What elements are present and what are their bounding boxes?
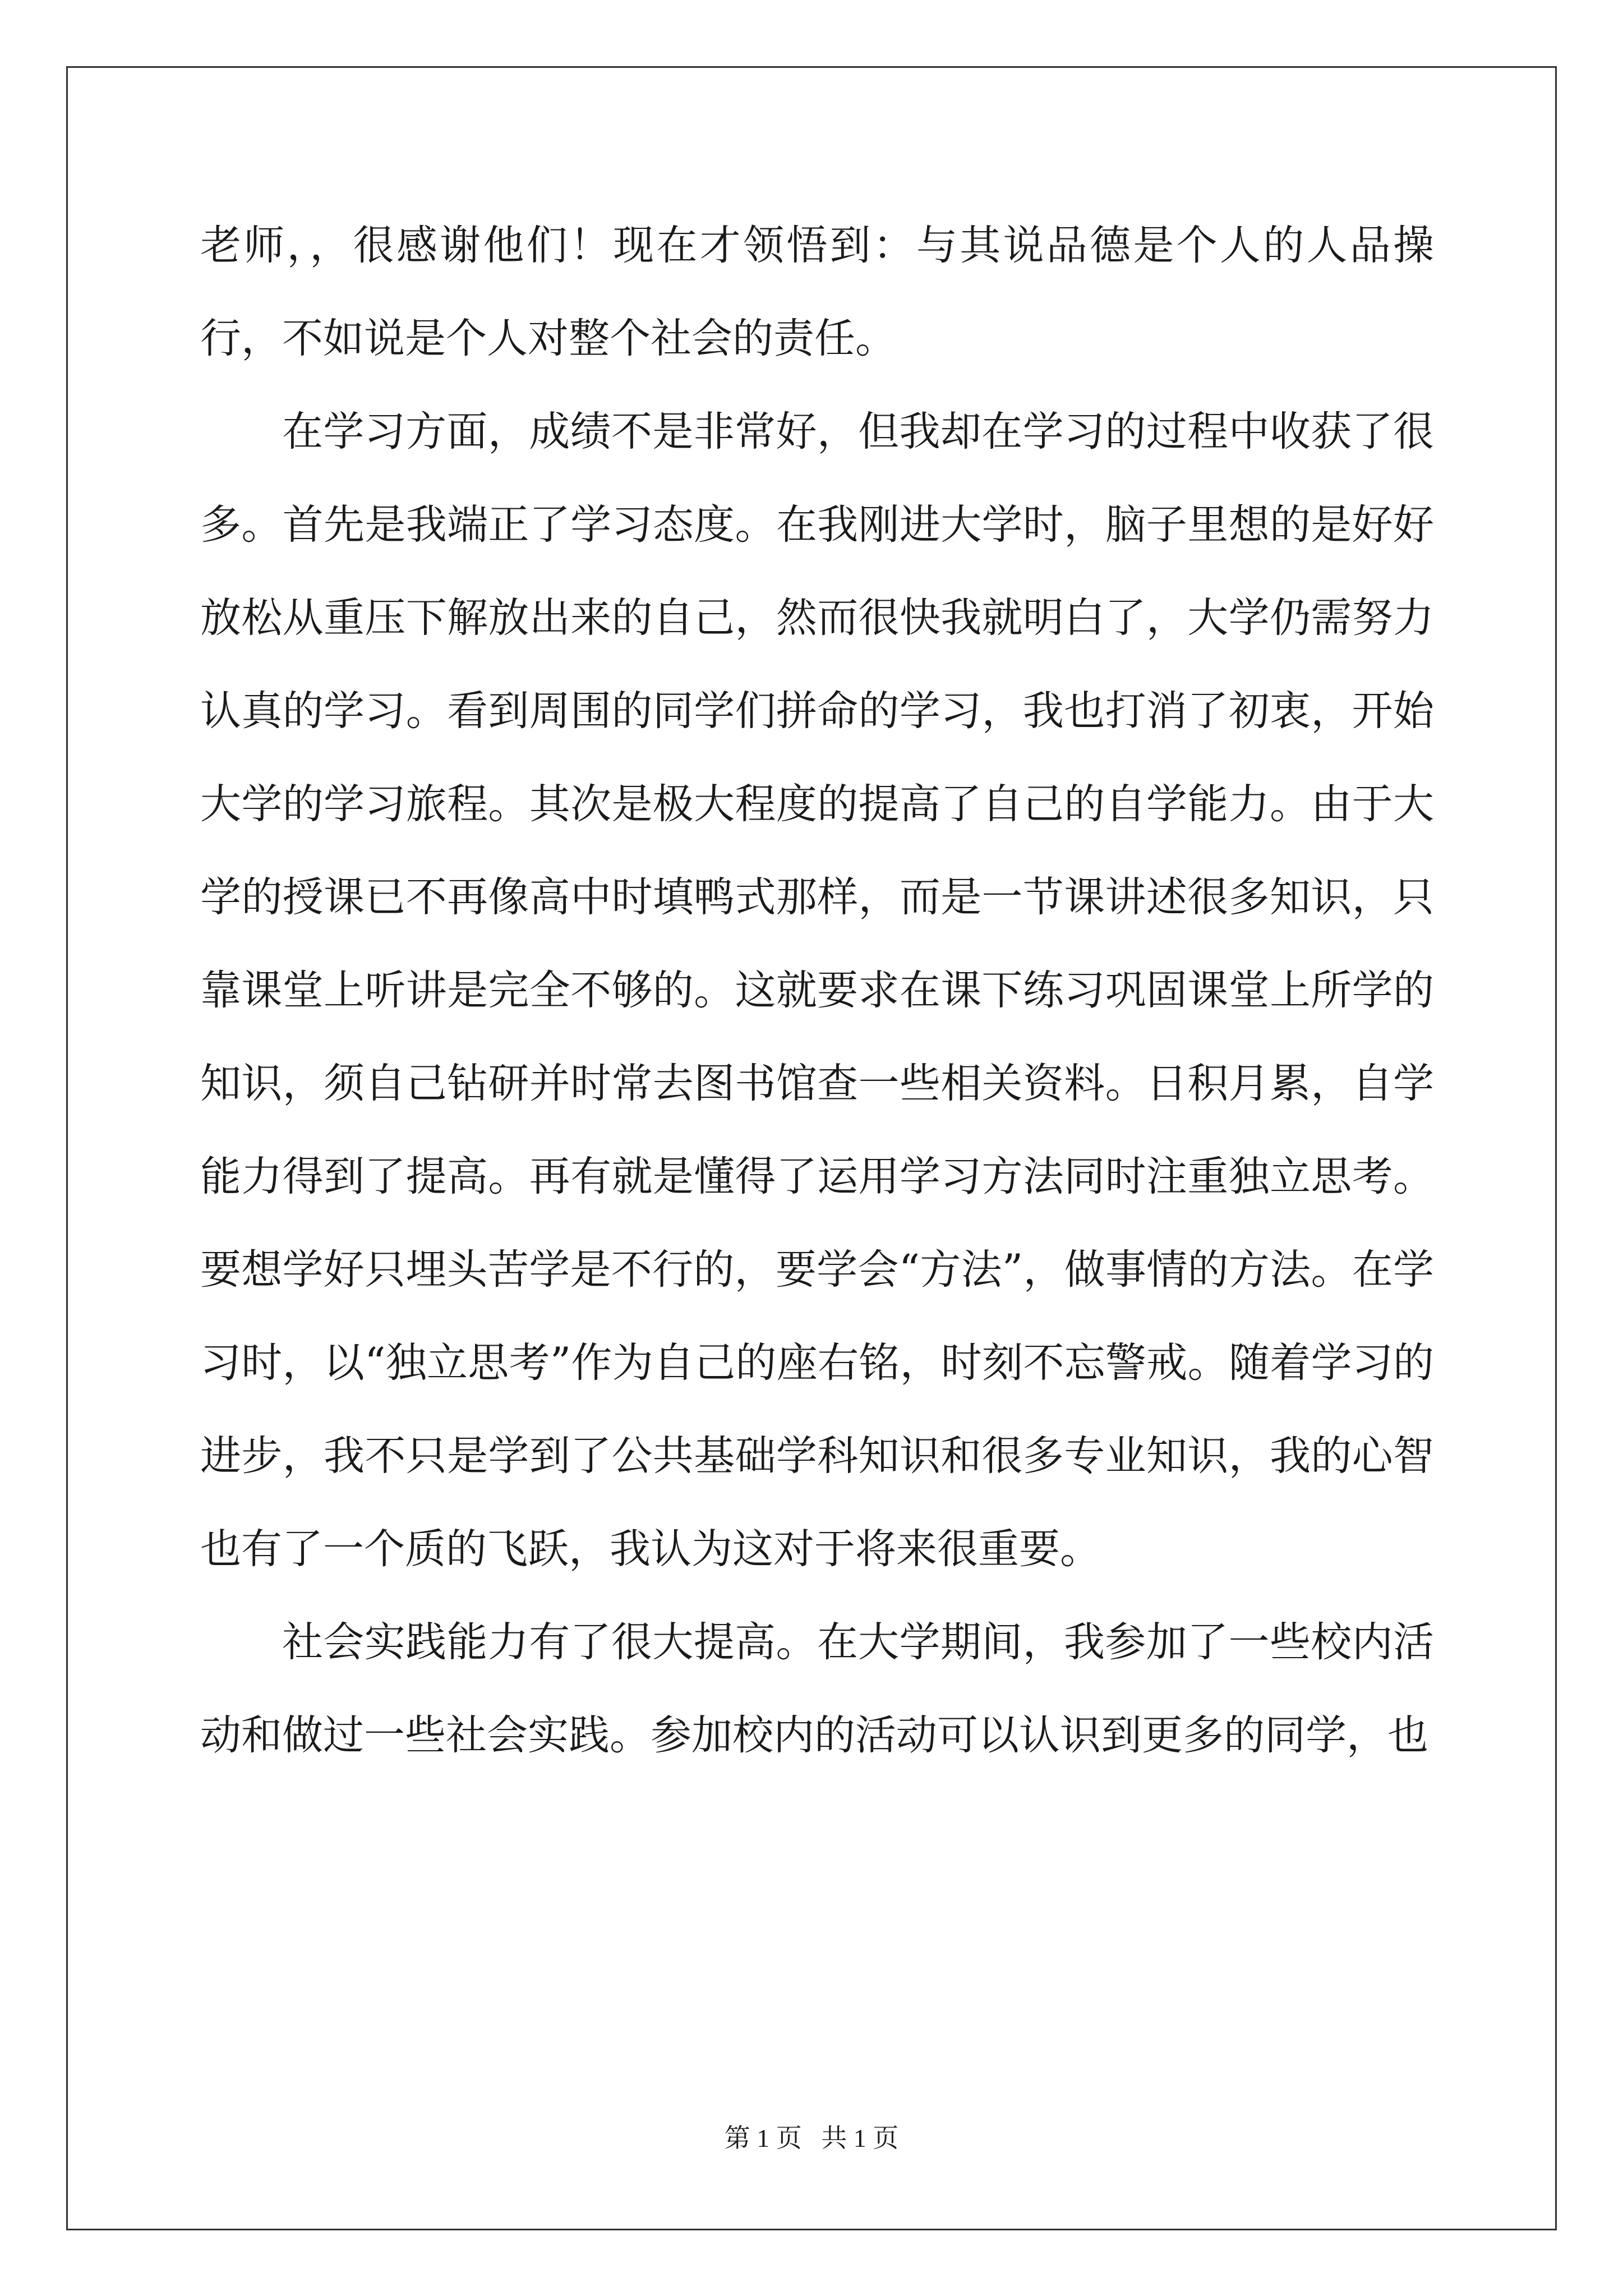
paragraph-3: 社会实践能力有了很大提高。在大学期间，我参加了一些校内活动和做过一些社会实践。参加校内的活动可以认识到更多的同学，也 [200, 1618, 1434, 1759]
paragraph-2: 在学习方面，成绩不是非常好，但我却在学习的过程中收获了很多。首先是我端正了学习态度。在我刚进大学时，脑子里想的是好好放松从重压下解放出来的自己，然而很快我就明白了，大学仍需努力认真的学习。看到周围的同学们拼命的学习，我也打消了初衷，开始大学的学习旅程。其次是极大程度的提高了自己的自学能力。由于大学的授课已不再像高中时填鸭式那样，而是一节课讲述很多知识，只靠课堂上听讲是完全不够的。这就要求在课下练习巩固课堂上所学的知识，须自己钻研并时常去图书馆查一些相关资料。日积月累，自学能力得到了提高。再有就是懂得了运用学习方法同时注重独立思考。要想学好只埋头苦学是不行的，要学会“方法”，做事情的方法。在学习时，以“独立思考”作为自己的座右铭，时刻不忘警戒。随着学习的进步，我不只是学到了公共基础学科知识和很多专业知识，我的心智也有了一个质的飞跃，我认为这对于将来很重要。 [200, 408, 1434, 1573]
page-footer: 第 1 页 共 1 页 [724, 2124, 899, 2152]
document-body [200, 199, 1434, 1782]
paragraph-1: 老师，，很感谢他们！现在才领悟到：与其说品德是个人的人品操行，不如说是个人对整个社会的责任。 [200, 222, 1434, 362]
